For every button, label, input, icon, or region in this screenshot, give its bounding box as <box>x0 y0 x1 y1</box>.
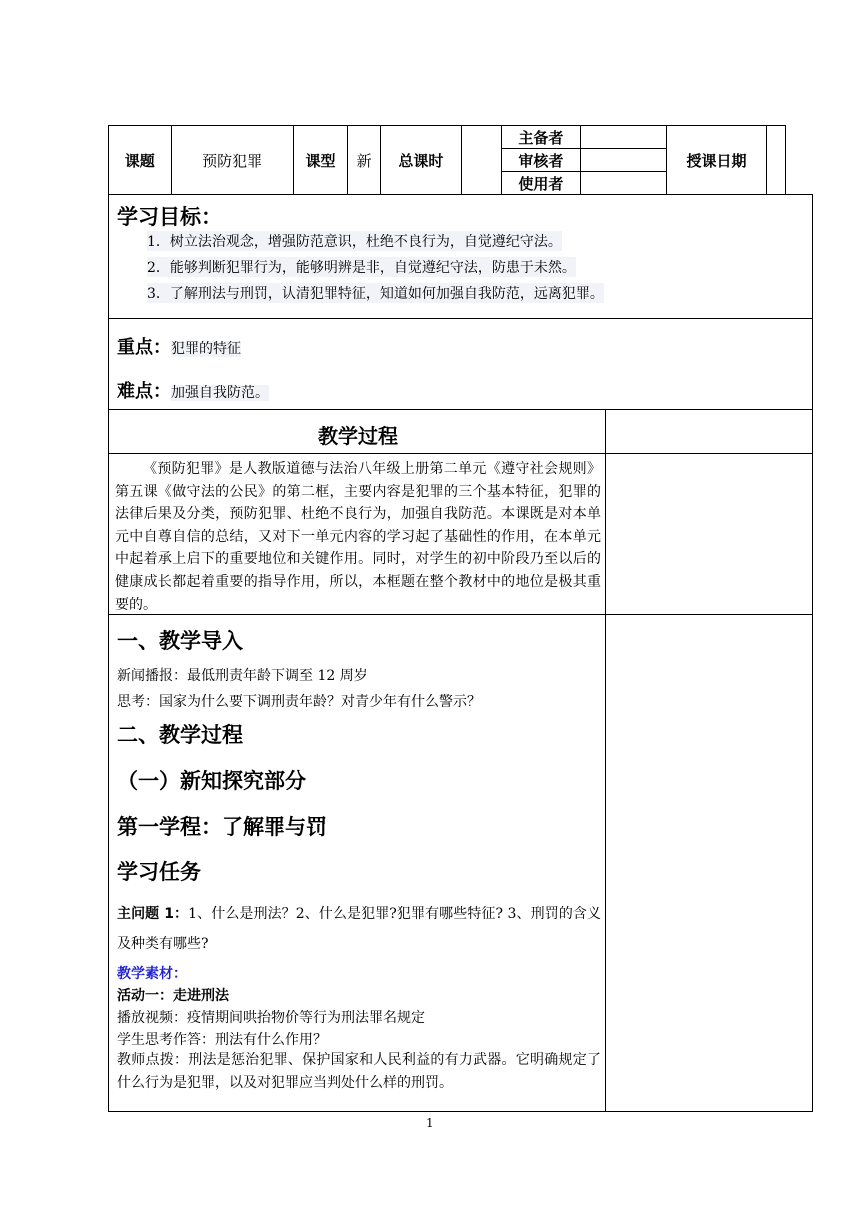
role-preparer-value <box>580 126 666 149</box>
type-label: 课型 <box>293 126 348 195</box>
process-title-cell <box>108 409 606 454</box>
hours-value <box>461 126 502 195</box>
activity-line-1: 播放视频：疫情期间哄抬物价等行为刑法罪名规定 <box>117 1010 425 1026</box>
role-reviewer-label: 审核者 <box>502 149 580 172</box>
question-text: 1、什么是刑法？2、什么是犯罪?犯罪有哪些特征? 3、刑罚的含义及种类有哪些? <box>117 906 601 952</box>
section2-sub2: 第一学程：了解罪与罚 <box>117 815 327 839</box>
lesson-header-table <box>108 125 786 195</box>
process-title: 教学过程 <box>318 424 398 448</box>
objectives-title: 学习目标： <box>117 205 222 229</box>
key-points-box <box>108 318 813 410</box>
teacher-note: 教师点拨：刑法是惩治犯罪、保护国家和人民利益的有力武器。它明确规定了什么行为是犯罪，以及对犯罪应当判处什么样的刑罚。 <box>117 1052 601 1091</box>
main-side-cell <box>605 614 813 1112</box>
difficulty-value: 加强自我防范。 <box>171 385 269 401</box>
date-value <box>767 126 786 195</box>
objective-item-2: 2．能够判断犯罪行为，能够明辨是非，自觉遵纪守法，防患于未然。 <box>147 257 576 277</box>
activity-title: 活动一：走进刑法 <box>117 988 229 1004</box>
process-side-cell <box>605 409 813 454</box>
section1-title: 一、教学导入 <box>117 629 243 653</box>
intro-side-cell <box>605 453 813 615</box>
topic-label: 课题 <box>109 126 172 195</box>
key-point-label: 重点： <box>117 337 171 358</box>
section2-sub3: 学习任务 <box>117 860 201 884</box>
role-preparer-label: 主备者 <box>502 126 580 149</box>
difficulty-label: 难点： <box>117 381 171 402</box>
role-user-label: 使用者 <box>502 172 580 195</box>
hours-label: 总课时 <box>381 126 461 195</box>
type-value: 新 <box>348 126 381 195</box>
topic-value: 预防犯罪 <box>171 126 293 195</box>
date-label: 授课日期 <box>666 126 766 195</box>
difficulty-row <box>117 377 269 403</box>
objective-item-1: 1．树立法治观念，增强防范意识，杜绝不良行为，自觉遵纪守法。 <box>147 231 562 251</box>
intro-cell <box>108 453 606 615</box>
section2-title: 二、教学过程 <box>117 723 243 747</box>
main-question <box>117 899 601 959</box>
objective-item-3: 3．了解刑法与刑罚，认清犯罪特征，知道如何加强自我防范，远离犯罪。 <box>147 283 604 303</box>
key-point-value: 犯罪的特征 <box>171 341 241 357</box>
activity-line-2: 学生思考作答：刑法有什么作用？ <box>117 1032 327 1048</box>
objectives-box <box>108 194 813 319</box>
section2-sub1: （一）新知探究部分 <box>117 769 306 793</box>
question-label: 主问题 1： <box>117 906 189 922</box>
material-label: 教学素材： <box>117 966 187 982</box>
intro-paragraph: 《预防犯罪》是人教版道德与法治八年级上册第二单元《遵守社会规则》第五课《做守法的公民》的第二框，主要内容是犯罪的三个基本特征，犯罪的法律后果及分类，预防犯罪、杜绝不良行为，加强自我防范。本课既是对本单元中自尊自信的总结，又对下一单元内容的学习起了基础性的作用，在本单元中起着承上启下的重要地位和关键作用。同时，对学生的初中阶段乃至以后的健康成长都起着重要的指导作用，所以，本框题在整个教材中的地位是极其重要的。 <box>115 461 601 613</box>
page-number: 1 <box>426 1116 434 1130</box>
role-user-value <box>580 172 666 195</box>
role-reviewer-value <box>580 149 666 172</box>
section1-line-2: 思考：国家为什么要下调刑责年龄？对青少年有什么警示？ <box>117 694 481 710</box>
section1-line-1: 新闻播报：最低刑责年龄下调至 12 周岁 <box>117 668 368 684</box>
main-content-cell <box>108 614 606 1112</box>
key-point-row <box>117 333 241 359</box>
